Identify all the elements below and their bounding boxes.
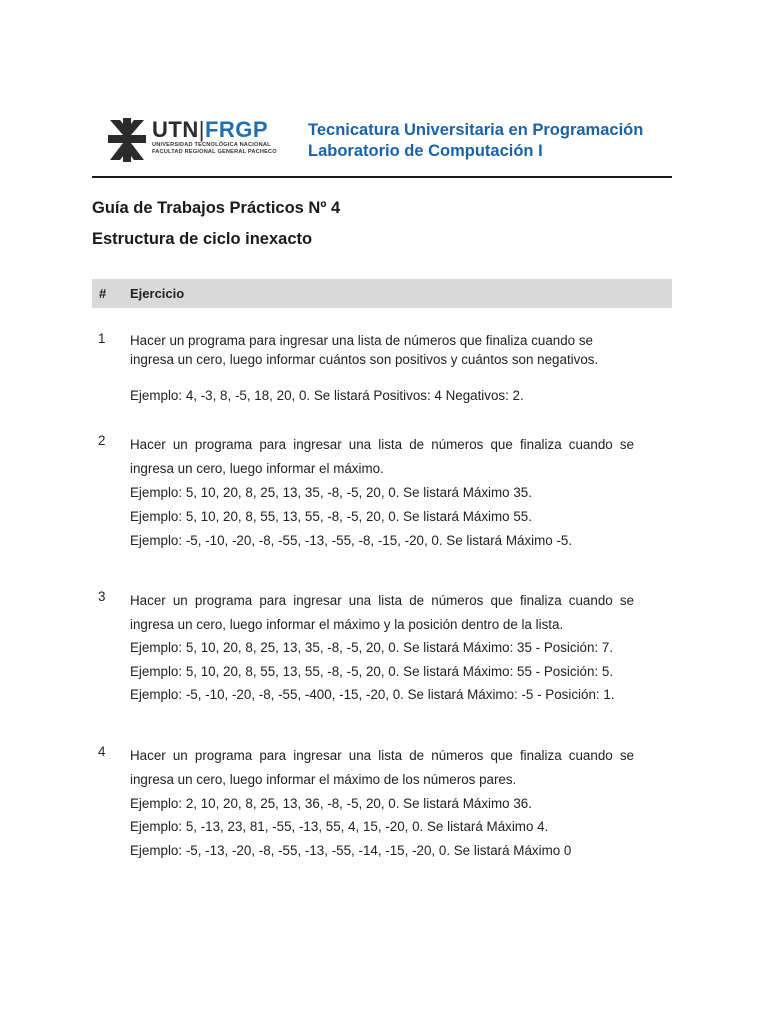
logo-subtitle-line2: FACULTAD REGIONAL GENERAL PACHECO <box>152 149 277 155</box>
exercise-body <box>130 331 634 405</box>
exercise-body <box>130 744 634 863</box>
column-header-exercise: Ejercicio <box>130 286 185 301</box>
column-header-number: # <box>99 286 107 301</box>
exercise-number: 1 <box>98 331 106 346</box>
exercise-statement: Hacer un programa para ingresar una lista de números que finaliza cuando se ingresa un cero, luego informar cuántos son positivos y cuántos son negativos. <box>130 333 599 367</box>
exercise-example: Ejemplo: 5, 10, 20, 8, 55, 13, 55, -8, -5, 20, 0. Se listará Máximo: 55 - Posición: 5. <box>130 663 614 679</box>
exercise-statement: Hacer un programa para ingresar una lista de números que finaliza cuando se ingresa un cero, luego informar el máximo. <box>130 437 634 476</box>
exercise-example: Ejemplo: 5, 10, 20, 8, 25, 13, 35, -8, -5, 20, 0. Se listará Máximo 35. <box>130 485 532 500</box>
exercise-table-header <box>92 279 672 308</box>
exercise-example: Ejemplo: -5, -10, -20, -8, -55, -13, -55, -8, -15, -20, 0. Se listará Máximo -5. <box>130 533 573 548</box>
exercise-body <box>130 433 634 553</box>
exercise-example: Ejemplo: 5, 10, 20, 8, 55, 13, 55, -8, -5, 20, 0. Se listará Máximo 55. <box>130 509 532 524</box>
exercise-example: Ejemplo: -5, -13, -20, -8, -55, -13, -55, -14, -15, -20, 0. Se listará Máximo 0 <box>130 843 572 859</box>
exercise-example: Ejemplo: -5, -10, -20, -8, -55, -400, -15, -20, 0. Se listará Máximo: -5 - Posición: 1. <box>130 687 615 703</box>
page-header <box>108 114 672 164</box>
logo-subtitle-line1: UNIVERSIDAD TECNOLÓGICA NACIONAL <box>152 142 271 148</box>
logo-separator: | <box>198 117 205 142</box>
exercise-number: 4 <box>98 744 106 759</box>
exercise-example: Ejemplo: 5, -13, 23, 81, -55, -13, 55, 4, 15, -20, 0. Se listará Máximo 4. <box>130 819 549 835</box>
exercise-body <box>130 589 634 707</box>
logo-brand-right: FRGP <box>204 117 269 142</box>
guide-subtitle: Estructura de ciclo inexacto <box>92 230 313 248</box>
logo-brand-left: UTN <box>152 117 199 142</box>
course-name: Laboratorio de Computación I <box>308 142 543 160</box>
exercise-number: 2 <box>98 433 106 448</box>
exercise-number: 3 <box>98 589 106 604</box>
exercise-statement: Hacer un programa para ingresar una lista de números que finaliza cuando se ingresa un cero, luego informar el máximo y la posición dentro de la lista. <box>130 593 634 632</box>
utn-emblem-icon <box>108 118 146 162</box>
guide-title: Guía de Trabajos Prácticos Nº 4 <box>92 199 341 217</box>
exercise-example: Ejemplo: 5, 10, 20, 8, 25, 13, 35, -8, -5, 20, 0. Se listará Máximo: 35 - Posición: 7. <box>130 640 614 656</box>
exercise-statement: Hacer un programa para ingresar una lista de números que finaliza cuando se ingresa un cero, luego informar el máximo de los números pares. <box>130 748 634 787</box>
program-name: Tecnicatura Universitaria en Programación <box>308 121 644 139</box>
utn-frgp-logo <box>108 118 283 162</box>
header-divider <box>92 176 672 178</box>
document-title <box>92 193 340 255</box>
institution-title <box>308 120 643 162</box>
exercise-example: Ejemplo: 4, -3, 8, -5, 18, 20, 0. Se listará Positivos: 4 Negativos: 2. <box>130 388 524 403</box>
exercise-example: Ejemplo: 2, 10, 20, 8, 25, 13, 36, -8, -5, 20, 0. Se listará Máximo 36. <box>130 795 532 811</box>
